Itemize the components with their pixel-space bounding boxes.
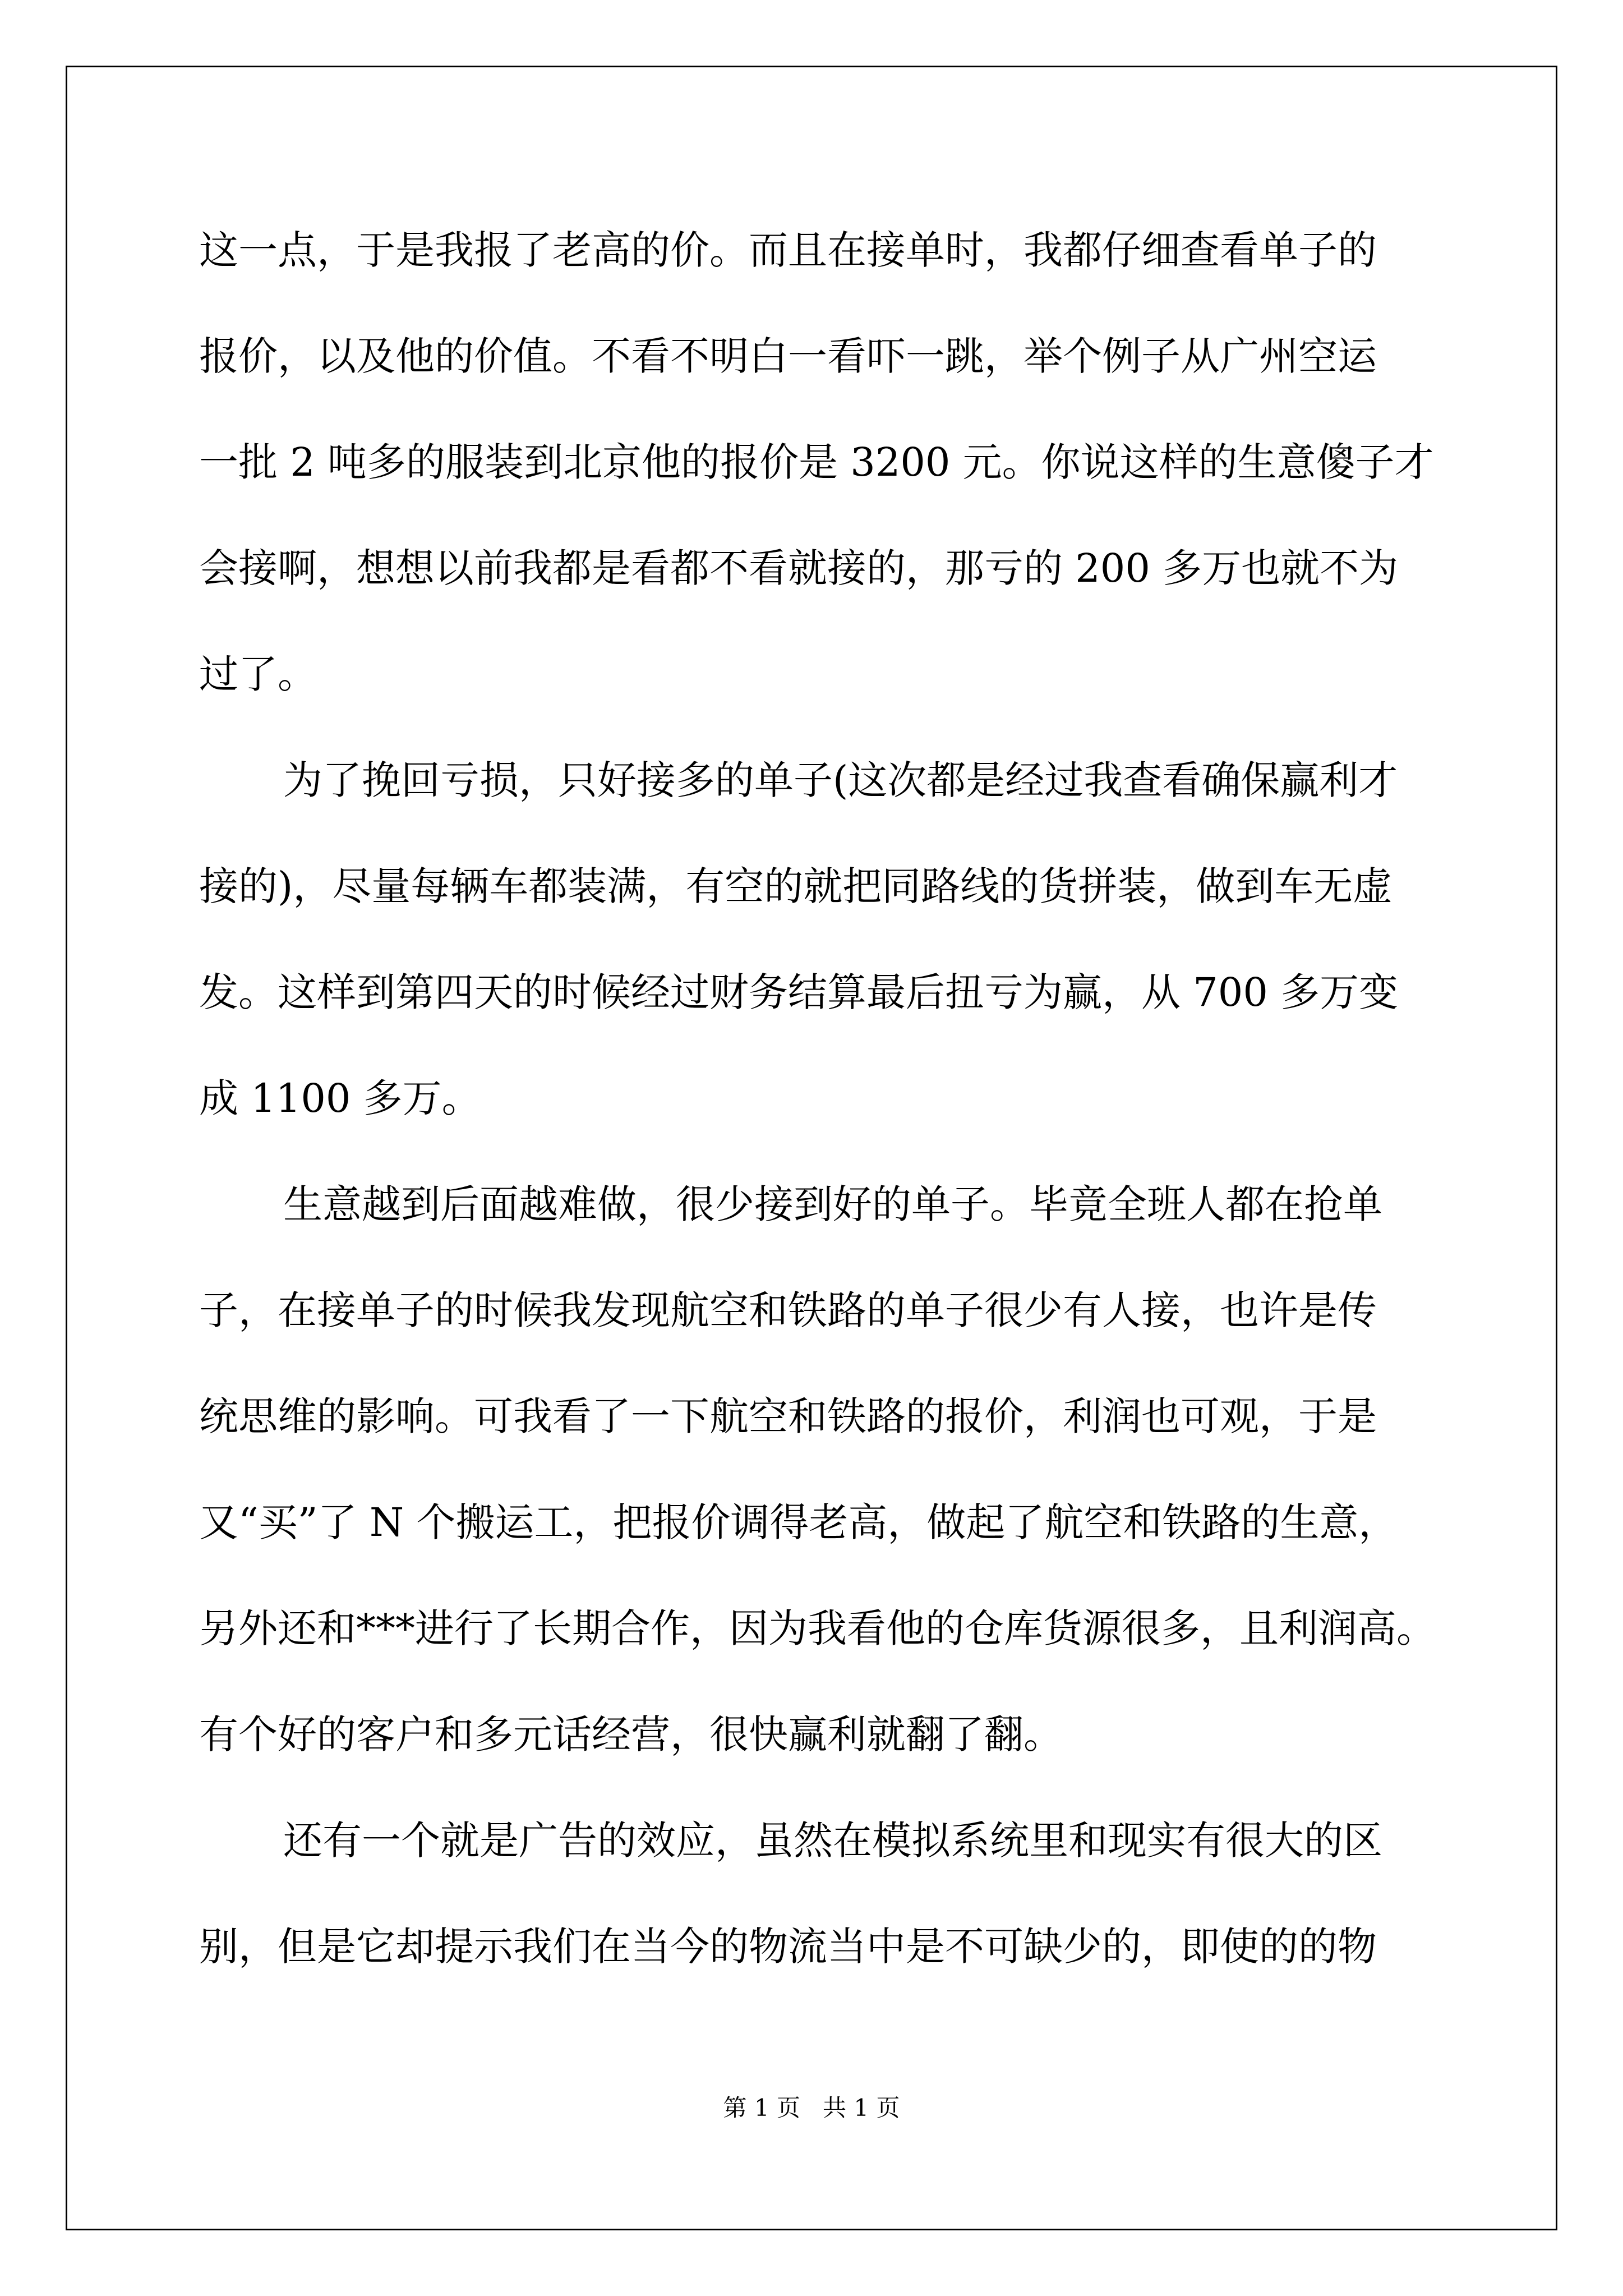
paragraph-3-line-3: 统思维的影响。可我看了一下航空和铁路的报价，利润也可观，于是 — [199, 1393, 1377, 1439]
paragraph-1-line-1: 这一点，于是我报了老高的价。而且在接单时，我都仔细查看单子的 — [199, 227, 1377, 273]
paragraph-1-line-2: 报价，以及他的价值。不看不明白一看吓一跳，举个例子从广州空运 — [199, 333, 1377, 379]
paragraph-2-line-2: 接的)，尽量每辆车都装满，有空的就把同路线的货拼装，做到车无虚 — [199, 863, 1393, 909]
paragraph-4-line-2: 别，但是它却提示我们在当今的物流当中是不可缺少的，即使的的物 — [199, 1924, 1377, 1970]
paragraph-1-line-3: 一批 2 吨多的服装到北京他的报价是 3200 元。你说这样的生意傻子才 — [199, 439, 1434, 485]
paragraph-1-line-4: 会接啊，想想以前我都是看都不看就接的，那亏的 200 多万也就不为 — [199, 545, 1399, 591]
paragraph-3-line-2: 子，在接单子的时候我发现航空和铁路的单子很少有人接，也许是传 — [199, 1287, 1377, 1333]
page-footer: 第 1 页 共 1 页 — [723, 2094, 900, 2122]
paragraph-1-line-5: 过了。 — [199, 651, 317, 697]
paragraph-2-line-4: 成 1100 多万。 — [199, 1075, 481, 1121]
paragraph-4-line-1: 还有一个就是广告的效应，虽然在模拟系统里和现实有很大的区 — [283, 1818, 1382, 1864]
paragraph-3-line-5: 另外还和***进行了长期合作，因为我看他的仓库货源很多，且利润高。 — [199, 1605, 1436, 1651]
page-border — [66, 66, 1557, 2230]
paragraph-2-line-1: 为了挽回亏损，只好接多的单子(这次都是经过我查看确保赢利才 — [283, 757, 1398, 803]
paragraph-3-line-1: 生意越到后面越难做，很少接到好的单子。毕竟全班人都在抢单 — [283, 1181, 1382, 1227]
paragraph-3-line-4: 又“买”了 N 个搬运工，把报价调得老高，做起了航空和铁路的生意， — [199, 1499, 1398, 1545]
paragraph-2-line-3: 发。这样到第四天的时候经过财务结算最后扭亏为赢，从 700 多万变 — [199, 969, 1399, 1015]
paragraph-3-line-6: 有个好的客户和多元话经营，很快赢利就翻了翻。 — [199, 1711, 1063, 1757]
